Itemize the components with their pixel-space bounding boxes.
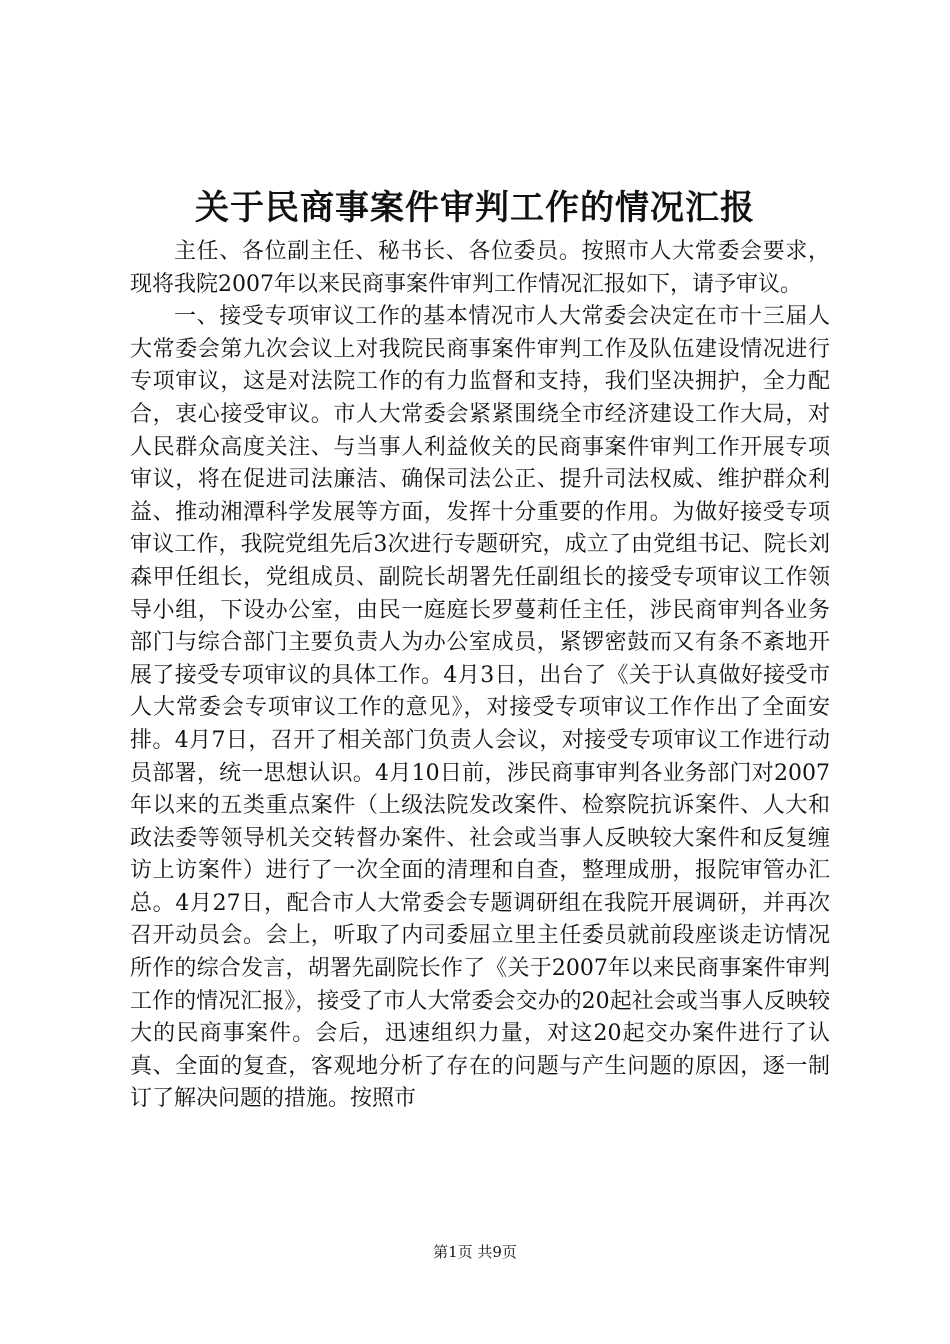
page-footer: 第1页 共9页	[433, 1243, 517, 1261]
paragraph-section-one: 一、接受专项审议工作的基本情况市人大常委会决定在市十三届人大常委会第九次会议上对我院民商事案件审判工作及队伍建设情况进行专项审议，这是对法院工作的有力监督和支持，我们坚决拥护，全力配合，衷心接受审议。市人大常委会紧紧围绕全市经济建设工作大局，对人民群众高度关注、与当事人利益攸关的民商事案件审判工作开展专项审议，将在促进司法廉洁、确保司法公正、提升司法权威、维护群众利益、推动湘潭科学发展等方面，发挥十分重要的作用。为做好接受专项审议工作，我院党组先后3次进行专题研究，成立了由党组书记、院长刘森甲任组长，党组成员、副院长胡署先任副组长的接受专项审议工作领导小组，下设办公室，由民一庭庭长罗蔓莉任主任，涉民商审判各业务部门与综合部门主要负责人为办公室成员，紧锣密鼓而又有条不紊地开展了接受专项审议的具体工作。4月3日，出台了《关于认真做好接受市人大常委会专项审议工作的意见》，对接受专项审议工作作出了全面安排。4月7日，召开了相关部门负责人会议，对接受专项审议工作进行动员部署，统一思想认识。4月10日前，涉民商事审判各业务部门对2007年以来的五类重点案件（上级法院发改案件、检察院抗诉案件、人大和政法委等领导机关交转督办案件、社会或当事人反映较大案件和反复缠访上访案件）进行了一次全面的清理和自查，整理成册，报院审管办汇总。4月27日，配合市人大常委会专题调研组在我院开展调研，并再次召开动员会。会上，听取了内司委屈立里主任委员就前段座谈走访情况所作的综合发言，胡署先副院长作了《关于2007年以来民商事案件审判工作的情况汇报》，接受了市人大常委会交办的20起社会或当事人反映较大的民商事案件。会后，迅速组织力量，对这20起交办案件进行了认真、全面的复查，客观地分析了存在的问题与产生问题的原因，逐一制订了解决问题的措施。按照市	[130, 304, 830, 1112]
document-body	[130, 236, 830, 1116]
paragraph-intro: 主任、各位副主任、秘书长、各位委员。按照市人大常委会要求，现将我院2007年以来民商事案件审判工作情况汇报如下，请予审议。	[130, 239, 830, 297]
document-title: 关于民商事案件审判工作的情况汇报	[195, 188, 755, 228]
